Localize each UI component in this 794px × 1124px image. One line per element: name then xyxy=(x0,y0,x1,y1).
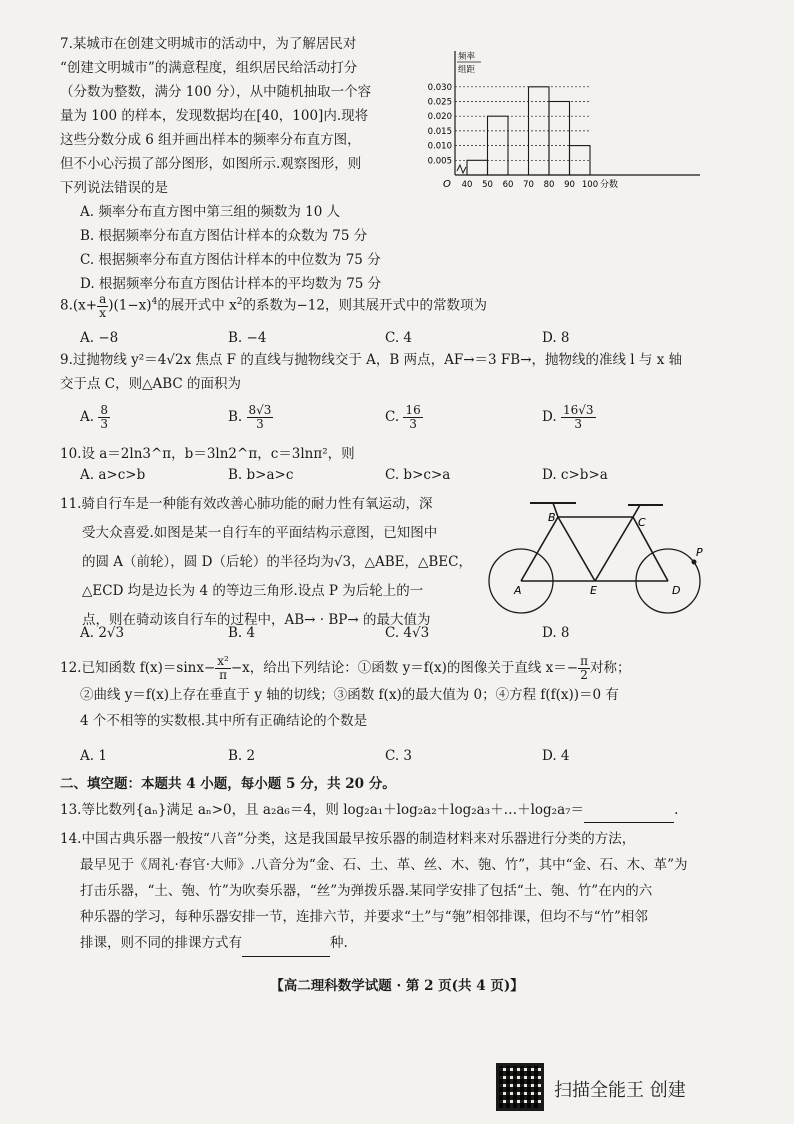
q12-line2: ②曲线 y＝f(x)上存在垂直于 y 轴的切线；③函数 f(x)的最大值为 0；④方程 f(f(x))＝0 有 xyxy=(80,687,619,703)
bicycle-diagram xyxy=(488,495,718,625)
label-d: D xyxy=(672,584,681,597)
y-tick-label: 0.020 xyxy=(427,112,452,123)
q12-frac2-d: 2 xyxy=(580,668,588,682)
q12-line3: 4 个不相等的实数根.其中所有正确结论的个数是 xyxy=(80,713,368,729)
q7-line: 下列说法错误的是 xyxy=(60,180,168,196)
y-axis-label-bottom: 组距 xyxy=(458,65,476,75)
q10-stem: 10.设 a＝2ln3^π，b＝3ln2^π，c＝3lnπ²，则 xyxy=(60,446,355,462)
q8-fraction xyxy=(97,293,108,320)
q9-b-n: 8√3 xyxy=(248,403,272,417)
q12-option-a: A. 1 xyxy=(80,748,107,764)
histogram-bar xyxy=(467,160,488,175)
q9-option-b xyxy=(228,404,273,431)
q7-option: C. 根据频率分布直方图估计样本的中位数为 75 分 xyxy=(80,252,381,268)
q8-option-b: B. −4 xyxy=(228,330,267,346)
q11-line: 点，则在骑动该自行车的过程中，AB→ · BP→ 的最大值为 xyxy=(82,612,431,628)
q7-line: “创建文明城市”的满意程度，组织居民给活动打分 xyxy=(60,60,358,76)
q10-option-d: D. c>b>a xyxy=(542,467,608,483)
q7-line: 量为 100 的样本，发现数据均在[40，100]内.现将 xyxy=(60,108,369,124)
q8-stem-d: 的系数为−12，则其展开式中的常数项为 xyxy=(242,297,487,314)
q11-option-d: D. 8 xyxy=(542,625,570,641)
label-a: A xyxy=(514,584,522,597)
x-tick-label: 60 xyxy=(502,180,514,190)
y-tick-label: 0.025 xyxy=(427,97,452,108)
q9-a-n: 8 xyxy=(100,403,108,417)
q11-line: 11.骑自行车是一种能有效改善心肺功能的耐力性有氧运动，深 xyxy=(60,496,433,512)
q10-option-c: C. b>c>a xyxy=(385,467,451,483)
q14-line: 种乐器的学习，每种乐器安排一节，连排六节，并要求“土”与“匏”相邻排课，但均不与“竹”相邻 xyxy=(80,909,648,925)
q9-c-n: 16 xyxy=(405,403,421,417)
q7-option: A. 频率分布直方图中第三组的频数为 10 人 xyxy=(80,204,341,220)
q12-option-d: D. 4 xyxy=(542,748,570,764)
y-tick-label: 0.030 xyxy=(427,82,452,93)
label-b: B xyxy=(548,511,556,524)
q9-b-frac xyxy=(247,404,274,431)
x-tick-label: 70 xyxy=(523,180,534,190)
q12-frac1-n: x² xyxy=(217,654,229,668)
q9-d-frac xyxy=(561,404,596,431)
qr-code xyxy=(496,1063,544,1111)
label-e: E xyxy=(590,584,597,597)
q12-option-c: C. 3 xyxy=(385,748,413,764)
q8-exp: 4 xyxy=(151,297,158,307)
q14-line: 最早见于《周礼·春官·大师》.八音分为“金、石、土、革、丝、木、匏、竹”，其中“金、石、木、革”为 xyxy=(80,857,688,873)
edge-ec xyxy=(595,517,633,581)
x-tick-label: 80 xyxy=(543,180,555,190)
q7-option: B. 根据频率分布直方图估计样本的众数为 75 分 xyxy=(80,228,368,244)
q10-option-b: B. b>a>c xyxy=(228,467,294,483)
q11-option-b: B. 4 xyxy=(228,625,256,641)
page-footer: 【高二理科数学试题 · 第 2 页(共 4 页)】 xyxy=(270,978,524,994)
q9-option-c xyxy=(385,404,423,431)
x-tick-label: 100 xyxy=(581,180,599,190)
q11-line: 受大众喜爱.如图是某一自行车的平面结构示意图，已知图中 xyxy=(82,525,438,541)
point-p xyxy=(692,560,697,565)
q8-option-c: C. 4 xyxy=(385,330,413,346)
q9-d-d: 3 xyxy=(574,417,583,431)
x-axis-label: 分数 xyxy=(600,180,619,190)
x-tick-label: 90 xyxy=(564,180,575,190)
origin-label: O xyxy=(443,179,451,190)
q9-option-a xyxy=(80,404,110,431)
q8-prefix: 8. xyxy=(60,297,73,314)
question-14 xyxy=(60,826,720,957)
q8-option-a: A. −8 xyxy=(80,330,119,346)
q9-c-frac xyxy=(403,404,422,431)
q8-stem-c: 的展开式中 x xyxy=(157,297,237,314)
q9-b-d: 3 xyxy=(256,417,264,431)
x-tick-label: 40 xyxy=(461,180,473,190)
axis-break xyxy=(457,165,466,173)
q7-line: （分数为整数，满分 100 分），从中随机抽取一个容 xyxy=(60,84,372,100)
q12-line1a: 12.已知函数 f(x)＝sinx− xyxy=(60,660,216,676)
frequency-histogram xyxy=(415,45,705,200)
q9-option-d xyxy=(542,404,596,431)
q7-line: 但不小心污损了部分图形，如图所示.观察图形，则 xyxy=(60,156,362,172)
q8-frac-d: x xyxy=(99,305,107,320)
y-tick-label: 0.010 xyxy=(427,141,452,152)
q9-d-label: D. xyxy=(542,409,557,425)
q14-answer-blank[interactable] xyxy=(242,930,330,957)
q9-a-frac xyxy=(98,404,110,431)
q12-frac2 xyxy=(578,655,590,682)
x-tick-label: 50 xyxy=(482,180,493,190)
q7-option: D. 根据频率分布直方图估计样本的平均数为 75 分 xyxy=(80,276,382,292)
q9-b-label: B. xyxy=(228,409,243,425)
question-9 xyxy=(60,348,720,396)
q8-frac-n: a xyxy=(99,291,107,306)
histogram-bar xyxy=(549,102,570,176)
y-tick-label: 0.005 xyxy=(427,156,452,167)
q9-a-label: A. xyxy=(80,409,95,425)
question-8 xyxy=(60,290,720,320)
q10-option-a: A. a>c>b xyxy=(80,467,146,483)
q11-option-c: C. 4√3 xyxy=(385,625,430,641)
edge-be xyxy=(558,517,595,581)
q9-d-n: 16√3 xyxy=(562,403,594,417)
q8-stem-a: (x+ xyxy=(72,297,98,314)
q12-frac1 xyxy=(215,655,231,682)
q8-stem-b: )(1−x) xyxy=(108,297,152,314)
q12-line1b: −x，给出下列结论：①函数 y＝f(x)的图像关于直线 x＝− xyxy=(230,660,579,676)
question-10 xyxy=(60,442,720,466)
q12-frac2-n: π xyxy=(580,654,588,668)
question-13: 13.等比数列{aₙ}满足 aₙ>0，且 a₂a₆＝4，则 log₂a₁＋log₂a₂＋log₂a₃＋…＋log₂a₇＝ . xyxy=(60,798,720,823)
q9-line1: 9.过抛物线 y²＝4√2x 焦点 F 的直线与抛物线交于 A，B 两点，AF→＝3 FB→，抛物线的准线 l 与 x 轴 xyxy=(60,352,683,368)
q13-stem: 13.等比数列{aₙ}满足 aₙ>0，且 a₂a₆＝4，则 log₂a₁＋log₂a₂＋log₂a₃＋…＋log₂a₇＝ xyxy=(60,802,585,818)
q11-option-a: A. 2√3 xyxy=(80,625,125,641)
q12-line1c: 对称； xyxy=(589,660,631,676)
q14-line: 14.中国古典乐器一般按“八音”分类，这是我国最早按乐器的制造材料来对乐器进行分类的方法， xyxy=(60,831,636,847)
q7-line: 7.某城市在创建文明城市的活动中，为了解居民对 xyxy=(60,36,357,52)
label-c: C xyxy=(638,516,646,529)
label-p: P xyxy=(696,546,703,559)
q9-c-label: C. xyxy=(385,409,400,425)
question-12 xyxy=(60,655,720,734)
q7-line: 这些分数分成 6 组并画出样本的频率分布直方图， xyxy=(60,132,361,148)
q14-last-a: 排课，则不同的排课方式有 xyxy=(80,935,242,951)
q8-option-d: D. 8 xyxy=(542,330,570,346)
y-axis-label-top: 频率 xyxy=(458,52,476,62)
q9-a-d: 3 xyxy=(100,417,108,431)
q13-answer-blank[interactable] xyxy=(584,798,674,823)
y-tick-label: 0.015 xyxy=(427,126,452,137)
q11-line: △ECD 均是边长为 4 的等边三角形.设点 P 为后轮上的一 xyxy=(82,583,424,599)
q9-c-d: 3 xyxy=(409,417,417,431)
q14-line: 打击乐器，“土、匏、竹”为吹奏乐器，“丝”为弹拨乐器.某同学安排了包括“土、匏、竹”在内的六 xyxy=(80,883,653,899)
q9-line2: 交于点 C，则△ABC 的面积为 xyxy=(60,376,242,392)
q12-option-b: B. 2 xyxy=(228,748,256,764)
q8-exp2: 2 xyxy=(236,297,243,307)
section-fill-in-blank: 二、填空题：本题共 4 小题，每小题 5 分，共 20 分。 xyxy=(60,776,396,792)
scanner-watermark: 扫描全能王 创建 xyxy=(554,1080,686,1101)
q11-line: 的圆 A（前轮），圆 D（后轮）的半径均为√3，△ABE，△BEC， xyxy=(82,554,472,570)
q12-frac1-d: π xyxy=(219,668,228,682)
q14-last-b: 种. xyxy=(330,935,348,951)
